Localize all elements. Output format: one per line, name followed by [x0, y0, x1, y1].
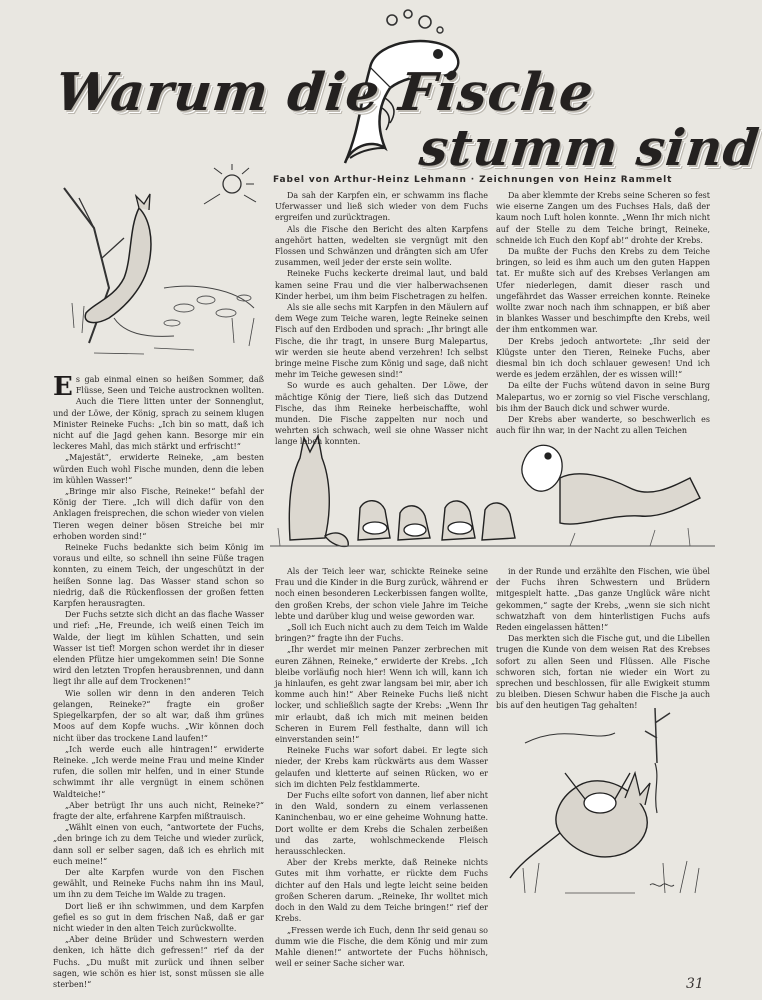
text-column-2-top	[275, 190, 488, 447]
text-column-3-bottom	[496, 566, 710, 726]
paragraph: in der Runde und erzählte den Fischen, wie übel der Fuchs ihren Schwestern und Brüdern mitgespielt hatte. „Das ganze Unglück wäre nicht gekommen,“ sagte der Krebs, „wenn sie sich nicht schwatzhaft von dem hinterlistigen Fuchs aufs Reden eingelassen hätten!“	[496, 567, 710, 633]
paragraph: Der alte Karpfen wurde von den Fischen gewählt, und Reineke Fuchs nahm ihn ins Maul, um ihn zu dem Teiche im Walde zu tragen.	[53, 867, 264, 900]
paragraph: „Aber betrügt Ihr uns auch nicht, Reineke?“ fragte der alte, erfahrene Karpfen mißtrauisch.	[53, 800, 264, 821]
paragraph: „Aber deine Brüder und Schwestern werden denken, ich hätte dich gefressen!“ rief da der Fuchs. „Du mußt mit zurück und ihnen selber sagen, wie schön es hier ist, sonst müssen sie alle sterben!“	[53, 935, 264, 989]
paragraph: Als die Fische den Bericht des alten Karpfens angehört hatten, wedelten sie vergnügt mit den Flossen und Schwänzen und drängten sich am Ufer zusammen, weil jeder der erste sein wollte.	[275, 224, 488, 268]
text-column-2-bottom	[275, 566, 488, 969]
paragraph: Reineke Fuchs keckerte dreimal laut, und bald kamen seine Frau und die vier halberwachsenen Kinder herbei, um ihm beim Fischetragen zu helfen.	[275, 269, 488, 301]
paragraph: „Fressen werde ich Euch, denn Ihr seid genau so dumm wie die Fische, die dem König und mir zum Mahle dienen!“ antwortete der Fuchs höhnisch, weil er seiner Sache sicher war.	[275, 925, 488, 969]
paragraph: Das merkten sich die Fische gut, und die Libellen trugen die Kunde von dem weisen Rat des Krebses sofort zu allen Seen und Flüssen. Alle Fische schworen sich, fortan nie wieder ein Wort zu sprechen und beschlossen, für alle Ewigkeit stumm zu bleiben. Diesen Schwur haben die Fische ja auch bis auf den heutigen Tag gehalten!	[496, 634, 710, 711]
paragraph: s gab einmal einen so heißen Sommer, daß Flüsse, Seen und Teiche austrocknen wollten. Auch die Tiere litten unter der Sonnenglut, und der Löwe, der König, sprach zu seinem klugen Minister Reineke Fuchs: „Ich bin so matt, daß ich nicht auf die Jagd gehen kann. Besorge mir ein leckeres Mahl, das mich stärkt und erfrischt!“	[53, 375, 264, 452]
text-column-3-top	[496, 190, 710, 600]
paragraph: Reineke Fuchs war sofort dabei. Er legte sich nieder, der Krebs kam rückwärts aus dem Wasser gelaufen und kletterte auf seinen Rücken, wo er sich im dichten Pelz festklammerte.	[275, 746, 488, 789]
drop-cap: E	[53, 372, 73, 402]
paragraph: Da eilte der Fuchs wütend davon in seine Burg Malepartus, wo er zornig so viel Fische verschlang, bis ihm der Bauch dick und schwer wurde.	[496, 381, 710, 413]
paragraph: Reineke Fuchs bedankte sich beim König im voraus und eilte, so schnell ihn seine Füße tragen konnten, zu einem Teich, der ungeschützt in der heißen Sonne lag. Das Wasser stand schon so niedrig, daß die Rückenflossen der großen fetten Karpfen herausragten.	[53, 543, 264, 609]
title-line-1: Warum die Fische	[52, 62, 597, 123]
paragraph: Wie sollen wir denn in den anderen Teich gelangen, Reineke?“ fragte ein großer Spiegelkarpfen, der so alt war, daß ihm grünes Moos auf dem Kopfe wuchs. „Wir können doch nicht über das trockene Land laufen!“	[53, 688, 264, 743]
paragraph: Als der Teich leer war, schickte Reineke seine Frau und die Kinder in die Burg zurück, während er noch einen besonderen Leckerbissen fangen wollte, den großen Krebs, der schon viele Jahre im Teiche lebte und darüber klug und weise geworden war.	[275, 567, 488, 621]
paragraph: Der Fuchs eilte sofort von dannen, lief aber nicht in den Wald, sondern zu einem verlassenen Kaninchenbau, wo er eine geheime Wohnung hatte. Dort wollte er dem Krebs die Schalen zerbeißen und das zarte, wohlschmeckende Fleisch herausschlecken.	[275, 791, 488, 857]
paragraph: So wurde es auch gehalten. Der Löwe, der mächtige König der Tiere, ließ sich das Dutzend Fische, das ihm Reineke herbeischaffte, wohl munden. Die Fische zappelten nur noch und wehrten sich schwach, weil sie ohne Wasser nicht lange leben konnten.	[275, 381, 488, 447]
fox-pond-illustration	[54, 168, 264, 360]
paragraph: Der Fuchs setzte sich dicht an das flache Wasser und rief: „He, Freunde, ich weiß einen Teich im Walde, der liegt im kühlen Schatten, und sein Wasser ist tief! Morgen schon werdet ihr in dieser elenden Pfütze hier umgekommen sein! Die Sonne wird den letzten Tropfen herausbrennen, und dann liegt ihr alle auf dem Trockenen!“	[53, 610, 264, 687]
paragraph: „Wählt einen von euch, “antwortete der Fuchs, „den bringe ich zu dem Teiche und wieder zurück, dann soll er selber sagen, daß ich es ehrlich mit euch meine!“	[53, 823, 264, 866]
paragraph: „Soll ich Euch nicht auch zu dem Teich im Walde bringen?“ fragte ihn der Fuchs.	[275, 623, 488, 644]
text-column-1	[53, 372, 264, 989]
paragraph: „Majestät“, erwiderte Reineke, „am besten würden Euch wohl Fische munden, denn die leben im kühlen Wasser!“	[53, 453, 264, 485]
page-number: 31	[686, 976, 704, 992]
paragraph: „Ich werde euch alle hintragen!“ erwiderte Reineke. „Ich werde meine Frau und meine Kinder rufen, die sollen mir helfen, und in einer Stunde schwimmt ihr alle vergnügt in einem schönen Waldteiche!“	[53, 744, 264, 799]
paragraph: Da sah der Karpfen ein, er schwamm ins flache Uferwasser und ließ sich wieder von dem Fuchs ergreifen und zurücktragen.	[275, 191, 488, 223]
title-line-2: stumm sind	[416, 118, 762, 177]
byline: Fabel von Arthur-Heinz Lehmann · Zeichnungen von Heinz Rammelt	[273, 175, 673, 185]
paragraph: „Ihr werdet mir meinen Panzer zerbrechen mit euren Zähnen, Reineke,“ erwiderte der Krebs. „Ich bleibe vorläufig noch hier! Wenn ich will, kann ich ja hinlaufen, es geht zwar langsam bei mir, aber ich komme auch hin!“ Aber Reineke Fuchs ließ nicht locker, und schließlich sagte der Krebs: „Wenn Ihr mir erlaubt, daß ich mich mit meinen beiden Scheren in Eurem Fell festhalte, dann will ich einverstanden sein!“	[275, 645, 488, 745]
paragraph: Da mußte der Fuchs den Krebs zu dem Teiche bringen, so leid es ihm auch um den guten Happen tat. Er mußte sich auf des Krebses Verlangen am Ufer niederlegen, damit dieser rasch und ungefährdet das Wasser erreichen konnte. Reineke wollte zwar noch nach ihm schnappen, er biß aber in blankes Wasser und beschimpfte den Krebs, weil der ihm entkommen war.	[496, 247, 710, 335]
fox-crab-illustration	[505, 703, 713, 895]
paragraph: Da aber klemmte der Krebs seine Scheren so fest wie eiserne Zangen um des Fuchses Hals, daß der kaum noch Luft holen konnte. „Wenn Ihr mich nicht auf der Stelle zu dem Teiche bringt, Reineke, schneide ich Euch den Kopf ab!“ drohte der Krebs.	[496, 191, 710, 245]
paragraph: Der Krebs aber wanderte, so beschwerlich es auch für ihn war, in der Nacht zu allen Teichen	[496, 415, 710, 436]
paragraph: Aber der Krebs merkte, daß Reineke nichts Gutes mit ihm vorhatte, er rückte dem Fuchs dichter auf den Hals und legte leicht seine beiden großen Scheren darum. „Reineke, Ihr wolltet mich doch in den Wald zu dem Teiche bringen!“ rief der Krebs.	[275, 858, 488, 924]
paragraph: Der Krebs jedoch antwortete: „Ihr seid der Klügste unter den Tieren, Reineke Fuchs, aber diesmal bin ich doch schlauer gewesen! Und ich werde es jedem erzählen, der es wissen will!“	[496, 336, 710, 380]
paragraph: Dort ließ er ihn schwimmen, und dem Karpfen gefiel es so gut in dem frischen Naß, daß er gar nicht wieder in den alten Teich zurückwollte.	[53, 901, 264, 933]
paragraph: „Bringe mir also Fische, Reineke!“ befahl der König der Tiere. „Ich will dich dafür von den Anklagen freisprechen, die schon wieder von vielen Tieren wegen deiner bösen Streiche bei mir erhoben worden sind!“	[53, 487, 264, 541]
paragraph: Als sie alle sechs mit Karpfen in den Mäulern auf dem Wege zum Teiche waren, legte Reineke seinen Fisch auf den Erdboden und sprach: „Ihr bringt alle Fische, die ihr tragt, in unsere Burg Malepartus, wir werden sie heute abend verzehren! Ich selbst bringe meine Fische zum König und sage, daß nicht mehr im Teiche gewesen sind!“	[275, 303, 488, 380]
